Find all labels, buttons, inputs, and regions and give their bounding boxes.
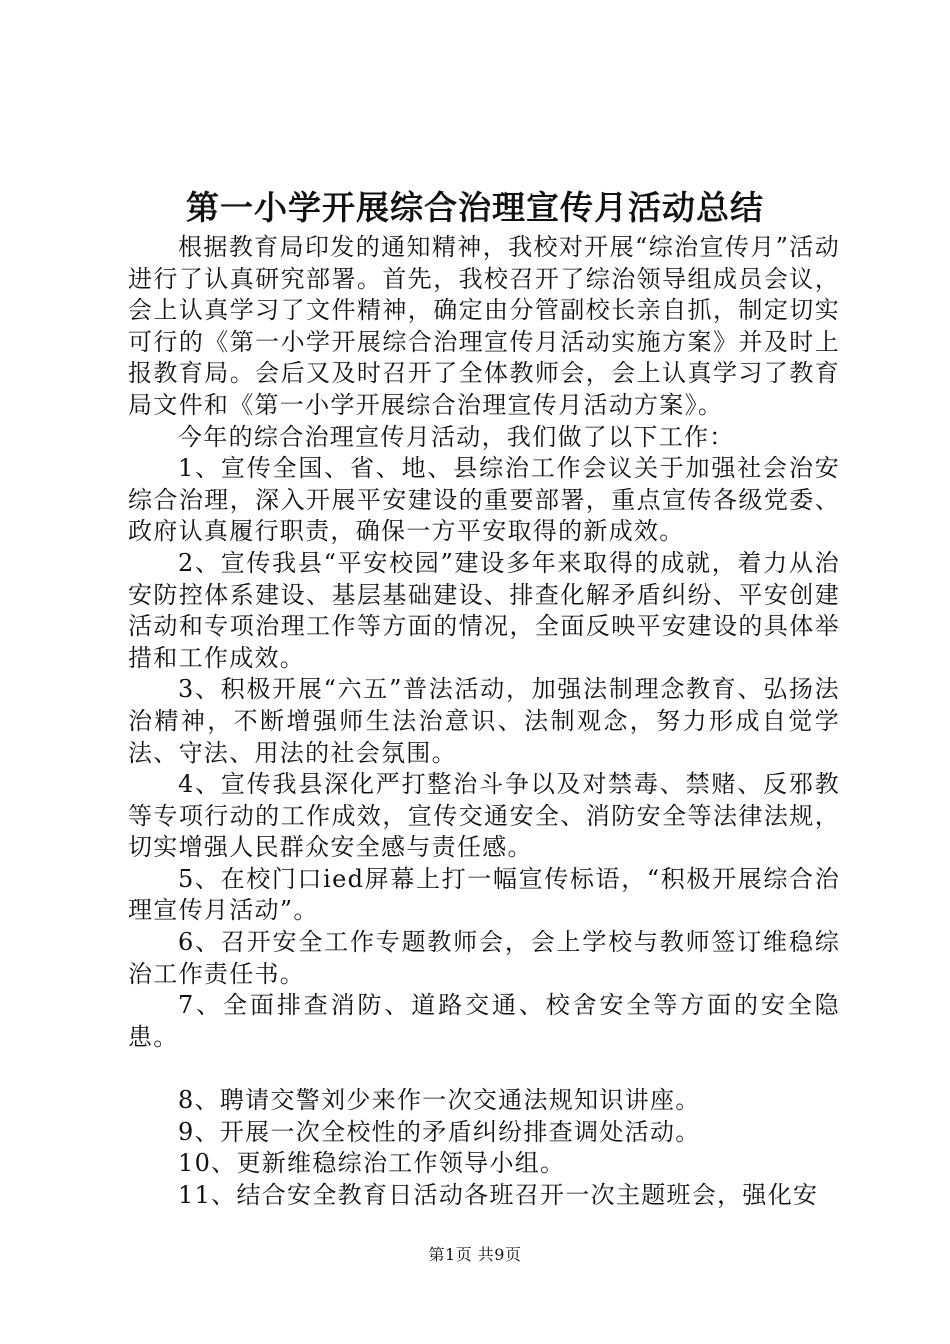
list-item-3: 3、积极开展“六五”普法活动，加强法制理念教育、弘扬法治精神，不断增强师生法治意识、法制观念，努力形成自觉学法、守法、用法的社会氛围。 — [128, 675, 840, 767]
list-item-8: 8、聘请交警刘少来作一次交通法规知识讲座。 — [178, 1086, 701, 1115]
list-item-10: 10、更新维稳综治工作领导小组。 — [178, 1149, 566, 1178]
paragraph-work-summary: 今年的综合治理宣传月活动，我们做了以下工作： — [178, 422, 735, 451]
list-item-6: 6、召开安全工作专题教师会，会上学校与教师签订维稳综治工作责任书。 — [128, 928, 840, 988]
list-item-5: 5、在校门口ied屏幕上打一幅宣传标语，“积极开展综合治理宣传月活动”。 — [128, 864, 840, 925]
document-body — [128, 232, 840, 1211]
list-item-9: 9、开展一次全校性的矛盾纠纷排查调处活动。 — [178, 1117, 701, 1146]
document-title: 第一小学开展综合治理宣传月活动总结 — [186, 188, 764, 227]
list-item-4: 4、宣传我县深化严打整治斗争以及对禁毒、禁赌、反邪教等专项行动的工作成效，宣传交通安全、消防安全等法律法规，切实增强人民群众安全感与责任感。 — [128, 770, 840, 862]
list-item-7: 7、全面排查消防、道路交通、校舍安全等方面的安全隐患。 — [128, 991, 840, 1051]
list-item-11: 11、结合安全教育日活动各班召开一次主题班会，强化安 — [178, 1180, 819, 1209]
page-number-footer: 第1页 共9页 — [428, 1245, 522, 1264]
list-item-2: 2、宣传我县“平安校园”建设多年来取得的成就，着力从治安防控体系建设、基层基础建设、排查化解矛盾纠纷、平安创建活动和专项治理工作等方面的情况，全面反映平安建设的具体举措和工作成效。 — [128, 548, 840, 672]
paragraph-intro: 根据教育局印发的通知精神，我校对开展“综治宣传月”活动进行了认真研究部署。首先，我校召开了综治领导组成员会议，会上认真学习了文件精神，确定由分管副校长亲自抓，制定切实可行的《第一小学开展综合治理宣传月活动实施方案》并及时上报教育局。会后又及时召开了全体教师会，会上认真学习了教育局文件和《第一小学开展综合治理宣传月活动方案》。 — [128, 233, 840, 419]
list-item-1: 1、宣传全国、省、地、县综治工作会议关于加强社会治安综合治理，深入开展平安建设的重要部署，重点宣传各级党委、政府认真履行职责，确保一方平安取得的新成效。 — [128, 454, 840, 546]
